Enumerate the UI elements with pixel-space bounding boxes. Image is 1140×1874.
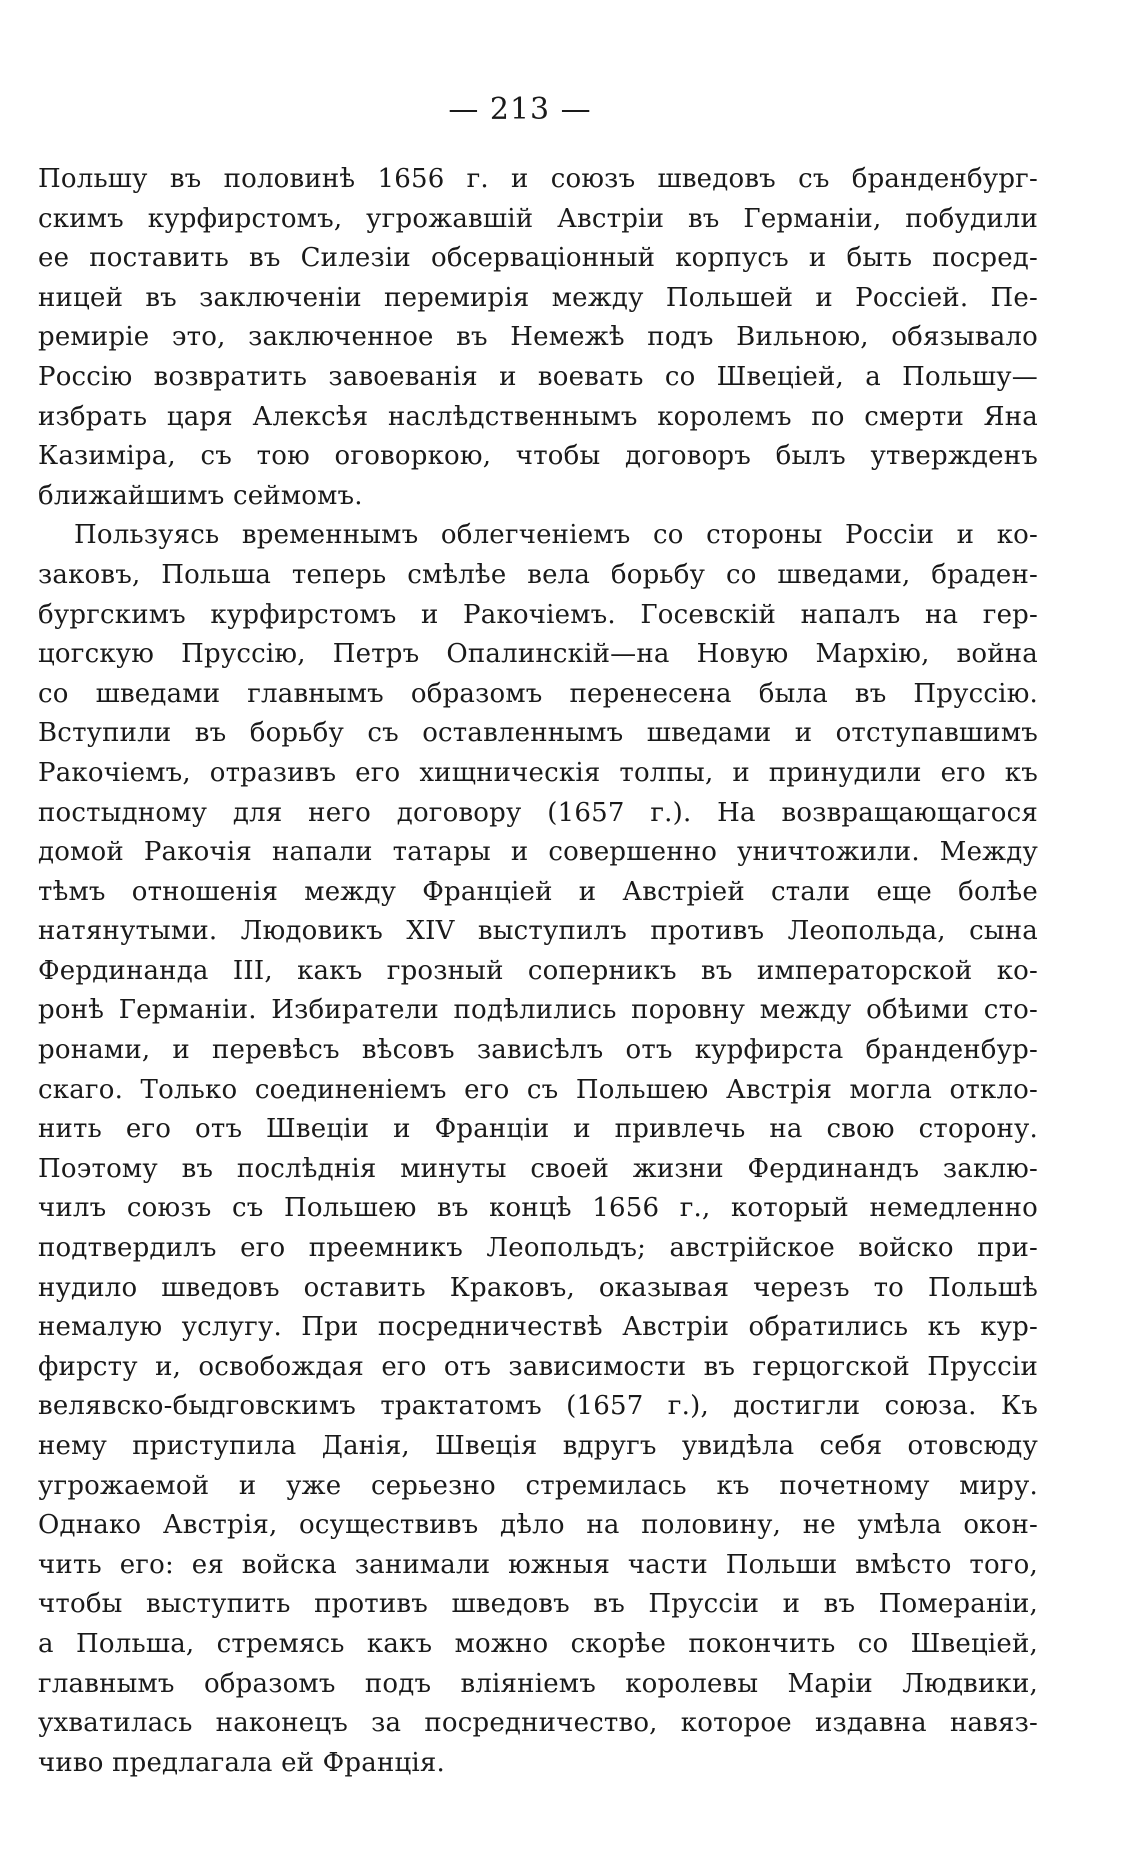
text-line: Россію возвратить завоеванія и воевать со Швеціей, а Польшу— xyxy=(38,361,1038,392)
text-line: а Польша, стремясь какъ можно скорѣе покончить со Швеціей, xyxy=(38,1628,1038,1659)
text-line: Казиміра, съ тою оговоркою, чтобы договоръ былъ утвержденъ xyxy=(38,441,1038,472)
text-line: нудило шведовъ оставить Краковъ, оказывая черезъ то Польшѣ xyxy=(38,1272,1038,1303)
text-line: Вступили въ борьбу съ оставленнымъ шведами и отступавшимъ xyxy=(38,718,1038,749)
text-line: Польшу въ половинѣ 1656 г. и союзъ шведовъ съ бранденбург- xyxy=(38,164,1038,194)
page-number: — 213 — xyxy=(448,92,592,127)
text-line: угрожаемой и уже серьезно стремилась къ почетному миру. xyxy=(38,1470,1038,1501)
text-line: нить его отъ Швеціи и Франціи и привлечь на свою сторону. xyxy=(38,1114,1038,1145)
text-line: избрать царя Алексѣя наслѣдственнымъ королемъ по смерти Яна xyxy=(38,401,1038,432)
text-line: велявско-быдговскимъ трактатомъ (1657 г.), достигли союза. Къ xyxy=(38,1391,1038,1422)
text-line: ее поставить въ Силезіи обсерваціонный корпусъ и быть посред- xyxy=(38,243,1038,274)
text-line: Ракочіемъ, отразивъ его хищническія толпы, и принудили его къ xyxy=(38,757,1038,788)
text-line: чилъ союзъ съ Польшею въ концѣ 1656 г., который немедленно xyxy=(38,1193,1038,1224)
text-line: скаго. Только соединеніемъ его съ Польшею Австрія могла откло- xyxy=(38,1074,1038,1105)
text-line: со шведами главнымъ образомъ перенесена была въ Пруссію. xyxy=(38,678,1038,709)
text-line: ронами, и перевѣсъ вѣсовъ зависѣлъ отъ курфирста бранденбур- xyxy=(38,1035,1038,1066)
text-line: чить его: ея войска занимали южныя части Польши вмѣсто того, xyxy=(38,1549,1038,1580)
text-line: постыдному для него договору (1657 г.). На возвращающагося xyxy=(38,797,1038,828)
text-line: чтобы выступить противъ шведовъ въ Пруссіи и въ Помераніи, xyxy=(38,1589,1038,1620)
text-line: ремиріе это, заключенное въ Немежѣ подъ Вильною, обязывало xyxy=(38,322,1038,353)
text-line: скимъ курфирстомъ, угрожавшій Австріи въ Германіи, побудили xyxy=(38,203,1038,234)
text-line: ухватилась наконецъ за посредничество, которое издавна навяз- xyxy=(38,1708,1038,1739)
text-line: тѣмъ отношенія между Франціей и Австріей стали еще болѣе xyxy=(38,876,1038,907)
text-line: Пользуясь временнымъ облегченіемъ со стороны Россіи и ко- xyxy=(74,520,1038,551)
text-line: ницей въ заключеніи перемирія между Польшей и Россіей. Пе- xyxy=(38,282,1038,313)
text-line: Поэтому въ послѣднія минуты своей жизни Фердинандъ заклю- xyxy=(38,1153,1038,1184)
text-line: ронѣ Германіи. Избиратели подѣлились поровну между обѣими сто- xyxy=(38,995,1038,1026)
body-text xyxy=(38,160,1038,1783)
text-line: Однако Австрія, осуществивъ дѣло на половину, не умѣла окон- xyxy=(38,1510,1038,1541)
text-line: подтвердилъ его преемникъ Леопольдъ; австрійское войско при- xyxy=(38,1233,1038,1264)
text-line: заковъ, Польша теперь смѣлѣе вела борьбу со шведами, браден- xyxy=(38,559,1038,590)
text-line: фирсту и, освобождая его отъ зависимости въ герцогской Пруссіи xyxy=(38,1351,1038,1382)
text-line: цогскую Пруссію, Петръ Опалинскій—на Новую Мархію, война xyxy=(38,639,1038,670)
text-line: бургскимъ курфирстомъ и Ракочіемъ. Госевскій напалъ на гер- xyxy=(38,599,1038,630)
text-line: главнымъ образомъ подъ вліяніемъ королевы Маріи Людвики, xyxy=(38,1668,1038,1699)
text-line: нему приступила Данія, Швеція вдругъ увидѣла себя отовсюду xyxy=(38,1431,1038,1461)
text-line: натянутыми. Людовикъ XIV выступилъ противъ Леопольда, сына xyxy=(38,916,1038,947)
text-line: немалую услугу. При посредничествѣ Австріи обратились къ кур- xyxy=(38,1312,1038,1343)
text-line: домой Ракочія напали татары и совершенно уничтожили. Между xyxy=(38,837,1038,868)
text-line: ближайшимъ сеймомъ. xyxy=(38,480,363,511)
text-line: чиво предлагала ей Франція. xyxy=(38,1747,446,1778)
text-line: Фердинанда III, какъ грозный соперникъ въ императорской ко- xyxy=(38,955,1038,986)
